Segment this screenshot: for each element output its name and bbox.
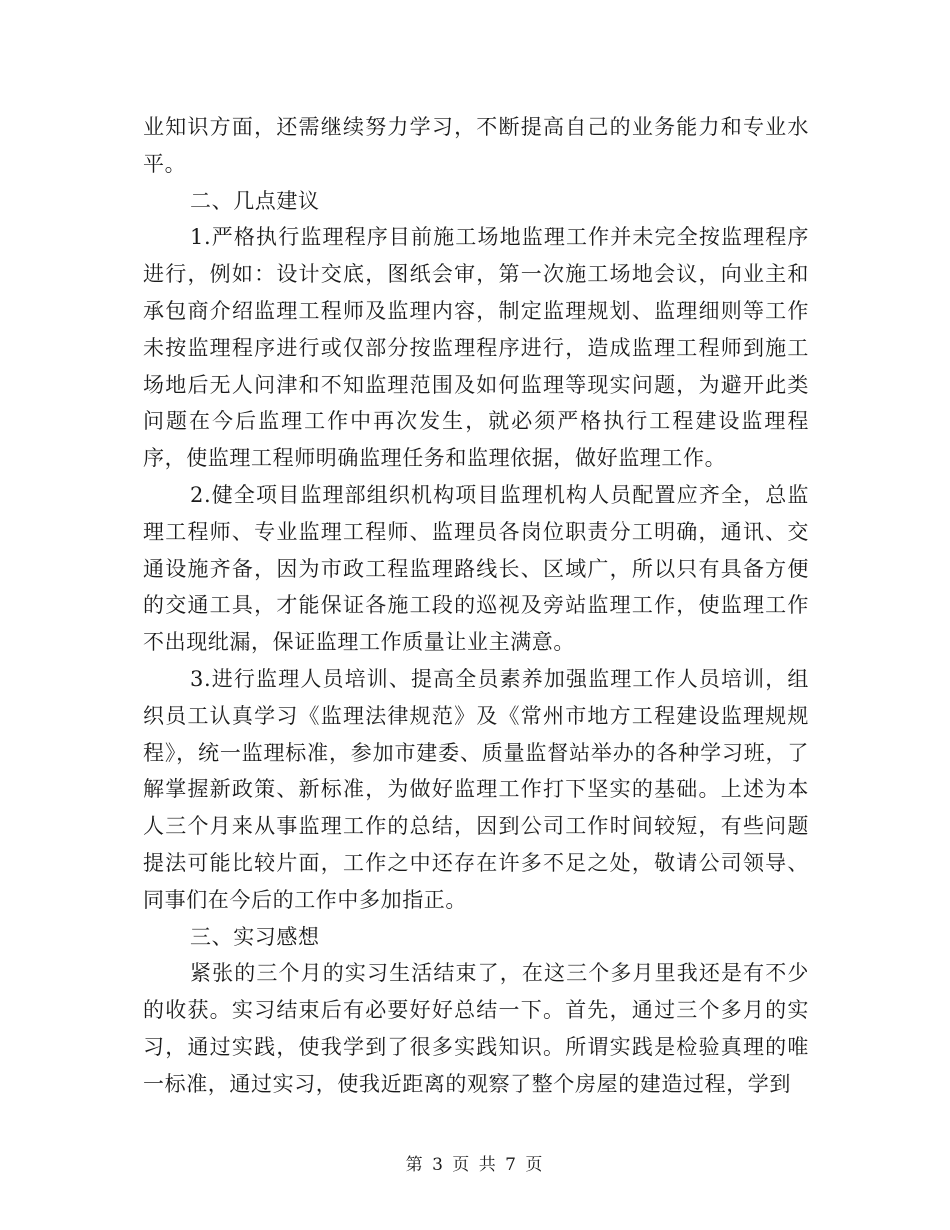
paragraph-continuation: 业知识方面，还需继续努力学习，不断提高自己的业务能力和专业水平。 [143, 115, 809, 176]
paragraph-suggestion-3: 3.进行监理人员培训、提高全员素养加强监理工作人员培训，组织员工认真学习《监理法律规范》及《常州市地方工程建设监理规规程》，统一监理标准，参加市建委、质量监督站举办的各种学习班，了解掌握新政策、新标准，为做好监理工作打下坚实的基础。上述为本人三个月来从事监理工作的总结，因到公司工作时间较短，有些问题提法可能比较片面，工作之中还存在许多不足之处，敬请公司领导、同事们在今后的工作中多加指正。 [143, 666, 809, 912]
section-heading-reflections: 三、实习感想 [190, 924, 320, 949]
page-footer: 第 3 页 共 7 页 [405, 1155, 545, 1175]
section-heading-suggestions: 二、几点建议 [190, 188, 320, 213]
paragraph-reflections: 紧张的三个月的实习生活结束了，在这三个多月里我还是有不少的收获。实习结束后有必要好好总结一下。首先，通过三个多月的实习，通过实践，使我学到了很多实践知识。所谓实践是检验真理的唯一标准，通过实习，使我近距离的观察了整个房屋的建造过程，学到 [143, 961, 809, 1096]
paragraph-suggestion-2: 2.健全项目监理部组织机构项目监理机构人员配置应齐全，总监理工程师、专业监理工程师、监理员各岗位职责分工明确，通讯、交通设施齐备，因为市政工程监理路线长、区域广，所以只有具备方便的交通工具，才能保证各施工段的巡视及旁站监理工作，使监理工作不出现纰漏，保证监理工作质量让业主满意。 [143, 482, 809, 655]
document-body [143, 109, 809, 1103]
paragraph-suggestion-1: 1.严格执行监理程序目前施工场地监理工作并未完全按监理程序进行，例如：设计交底，图纸会审，第一次施工场地会议，向业主和承包商介绍监理工程师及监理内容，制定监理规划、监理细则等工作未按监理程序进行或仅部分按监理程序进行，造成监理工程师到施工场地后无人问津和不知监理范围及如何监理等现实问题，为避开此类问题在今后监理工作中再次发生，就必须严格执行工程建设监理程序，使监理工程师明确监理任务和监理依据，做好监理工作。 [143, 225, 809, 471]
